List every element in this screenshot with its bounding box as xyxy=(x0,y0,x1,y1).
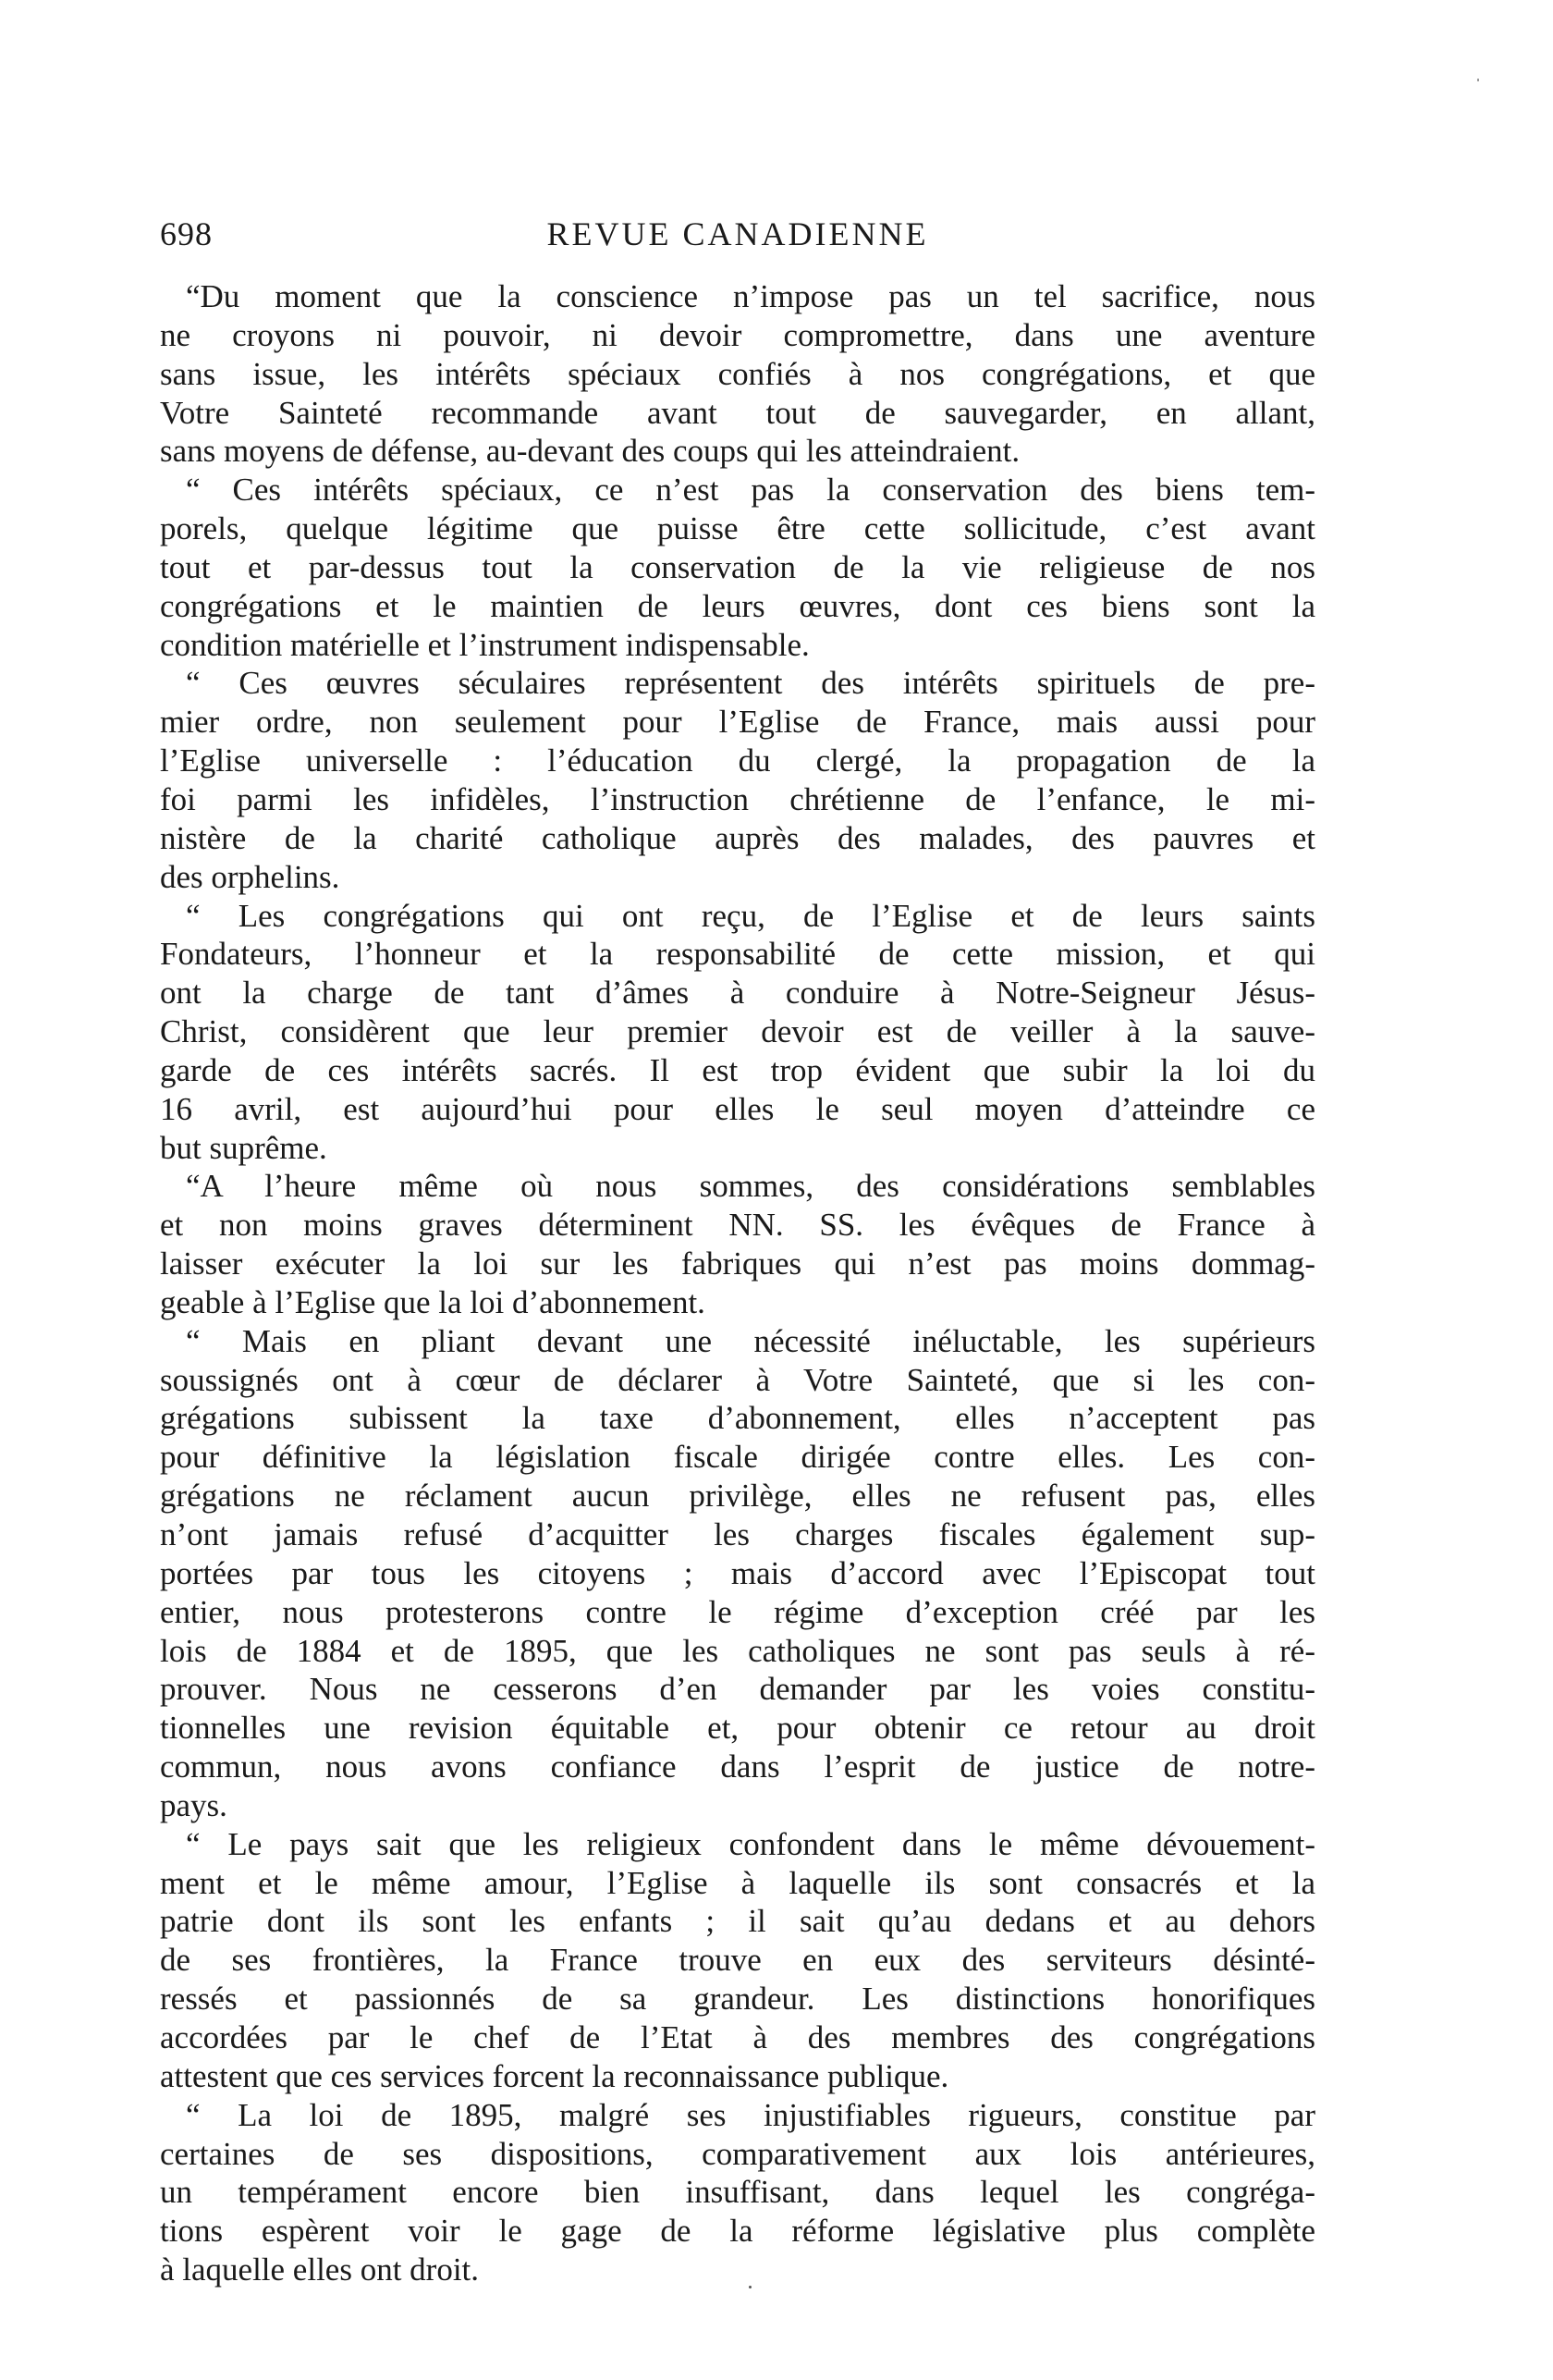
text-line: laisser exécuter la loi sur les fabriques qui n’est pas moins dommag- xyxy=(160,1245,1315,1282)
text-line: pays. xyxy=(160,1786,227,1823)
page-number: 698 xyxy=(160,215,213,252)
text-line: accordées par le chef de l’Etat à des membres des congrégations xyxy=(160,2018,1315,2055)
text-line: à laquelle elles ont droit. xyxy=(160,2251,480,2288)
text-line: n’ont jamais refusé d’acquitter les charges fiscales également sup- xyxy=(160,1516,1315,1552)
text-line: sans issue, les intérêts spéciaux confiés à nos congrégations, et que xyxy=(160,355,1315,392)
text-line: “ Ces œuvres séculaires représentent des intérêts spirituels de pre- xyxy=(186,665,1315,702)
text-line: “Du moment que la conscience n’impose pas un tel sacrifice, nous xyxy=(186,278,1315,314)
running-head xyxy=(160,215,1315,261)
text-line: tions espèrent voir le gage de la réforme législative plus complète xyxy=(160,2213,1315,2250)
text-line: Votre Sainteté recommande avant tout de sauvegarder, en allant, xyxy=(160,394,1315,431)
text-line: “ Mais en pliant devant une nécessité inéluctable, les supérieurs xyxy=(186,1322,1315,1359)
text-line: porels, quelque légitime que puisse être cette sollicitude, c’est avant xyxy=(160,510,1315,547)
text-line: patrie dont ils sont les enfants ; il sait qu’au dedans et au dehors xyxy=(160,1903,1315,1940)
text-line: lois de 1884 et de 1895, que les catholiques ne sont pas seuls à ré- xyxy=(160,1632,1315,1669)
text-line: congrégations et le maintien de leurs œuvres, dont ces biens sont la xyxy=(160,587,1315,624)
text-line: grégations ne réclament aucun privilège, elles ne refusent pas, elles xyxy=(160,1478,1315,1515)
text-line: ressés et passionnés de sa grandeur. Les distinctions honorifiques xyxy=(160,1981,1315,2018)
text-line: ont la charge de tant d’âmes à conduire à Notre-Seigneur Jésus- xyxy=(160,975,1315,1012)
text-line: ne croyons ni pouvoir, ni devoir compromettre, dans une aventure xyxy=(160,316,1315,353)
text-line: mier ordre, non seulement pour l’Eglise de France, mais aussi pour xyxy=(160,704,1315,741)
running-title: REVUE CANADIENNE xyxy=(546,215,929,252)
text-line: commun, nous avons confiance dans l’esprit de justice de notre- xyxy=(160,1748,1315,1785)
text-line: tionnelles une revision équitable et, pour obtenir ce retour au droit xyxy=(160,1710,1315,1747)
text-line: grégations subissent la taxe d’abonnement, elles n’acceptent pas xyxy=(160,1400,1315,1437)
text-line: garde de ces intérêts sacrés. Il est trop évident que subir la loi du xyxy=(160,1051,1315,1088)
text-line: geable à l’Eglise que la loi d’abonnement. xyxy=(160,1283,705,1320)
text-line: de ses frontières, la France trouve en eux des serviteurs désinté- xyxy=(160,1942,1315,1979)
text-line: portées par tous les citoyens ; mais d’accord avec l’Episcopat tout xyxy=(160,1554,1315,1591)
text-line: but suprême. xyxy=(160,1129,327,1166)
text-line: ment et le même amour, l’Eglise à laquelle ils sont consacrés et la xyxy=(160,1864,1315,1901)
text-line: un tempérament encore bien insuffisant, dans lequel les congréga- xyxy=(160,2174,1315,2211)
text-line: certaines de ses dispositions, comparativement aux lois antérieures, xyxy=(160,2135,1315,2172)
text-line: l’Eglise universelle : l’éducation du clergé, la propagation de la xyxy=(160,742,1315,779)
text-line: “ Ces intérêts spéciaux, ce n’est pas la conservation des biens tem- xyxy=(186,472,1315,509)
text-line: Fondateurs, l’honneur et la responsabilité de cette mission, et qui xyxy=(160,936,1315,973)
text-line: prouver. Nous ne cesserons d’en demander par les voies constitu- xyxy=(160,1671,1315,1708)
text-line: sans moyens de défense, au-devant des coups qui les atteindraient. xyxy=(160,433,1021,470)
text-line: “ Les congrégations qui ont reçu, de l’Eglise et de leurs saints xyxy=(186,897,1315,934)
text-line: soussignés ont à cœur de déclarer à Votre Sainteté, que si les con- xyxy=(160,1361,1315,1398)
text-line: “ Le pays sait que les religieux confondent dans le même dévouement- xyxy=(186,1825,1315,1862)
text-line: des orphelins. xyxy=(160,858,340,895)
text-line: foi parmi les infidèles, l’instruction chrétienne de l’enfance, le mi- xyxy=(160,780,1315,817)
text-line: nistère de la charité catholique auprès des malades, des pauvres et xyxy=(160,819,1315,856)
text-line: et non moins graves déterminent NN. SS. les évêques de France à xyxy=(160,1207,1315,1244)
margin-speck xyxy=(1477,79,1479,81)
text-line: 16 avril, est aujourd’hui pour elles le seul moyen d’atteindre ce xyxy=(160,1090,1315,1127)
body-text xyxy=(160,277,1315,2289)
text-line: condition matérielle et l’instrument indispensable. xyxy=(160,626,810,663)
print-speck xyxy=(749,2286,752,2288)
text-line: “ La loi de 1895, malgré ses injustifiables rigueurs, constitue par xyxy=(186,2096,1315,2133)
text-line: tout et par-dessus tout la conservation de la vie religieuse de nos xyxy=(160,548,1315,585)
text-line: pour définitive la législation fiscale dirigée contre elles. Les con- xyxy=(160,1439,1315,1476)
text-line: “A l’heure même où nous sommes, des considérations semblables xyxy=(186,1168,1315,1205)
text-line: attestent que ces services forcent la reconnaissance publique. xyxy=(160,2057,949,2094)
text-line: entier, nous protesterons contre le régime d’exception créé par les xyxy=(160,1593,1315,1630)
text-line: Christ, considèrent que leur premier devoir est de veiller à la sauve- xyxy=(160,1013,1315,1050)
